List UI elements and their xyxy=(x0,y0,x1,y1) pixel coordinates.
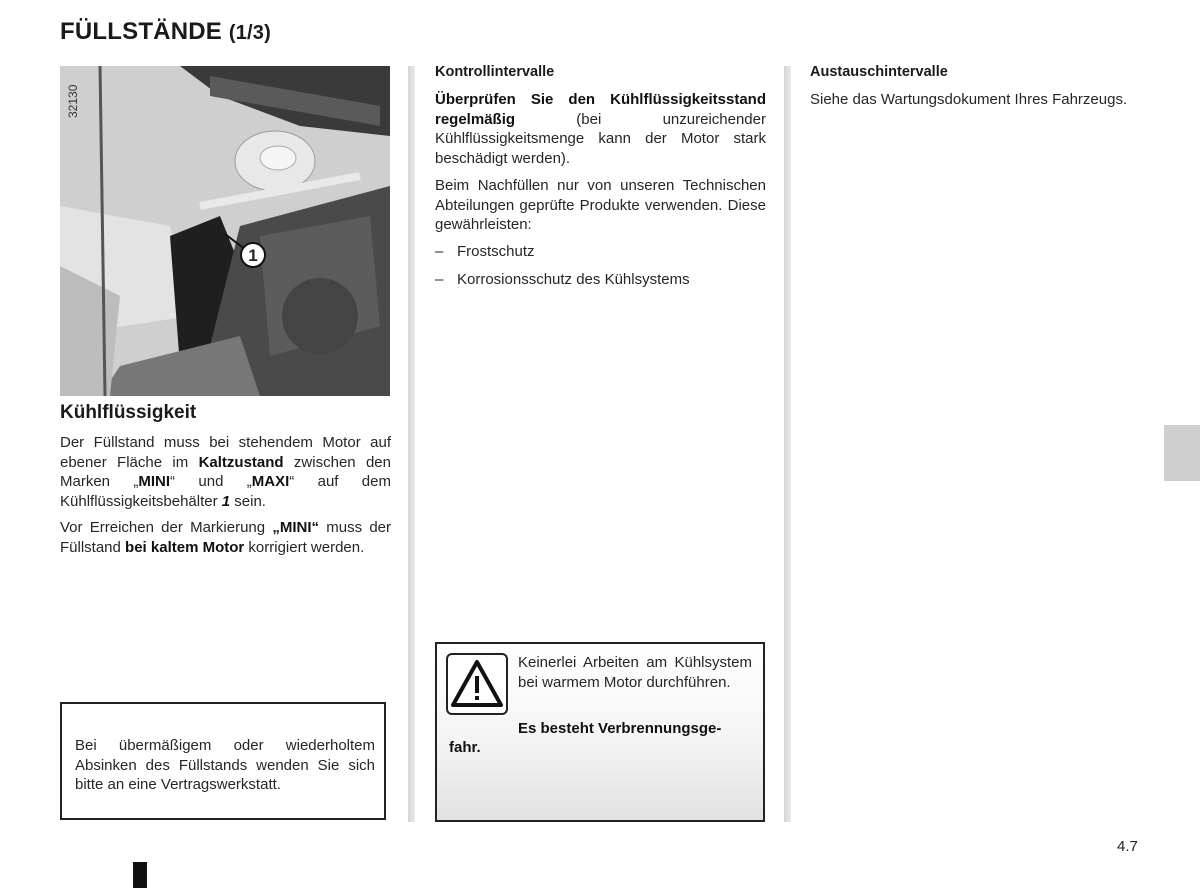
section-heading-coolant: Kühlflüssigkeit xyxy=(60,402,197,423)
page-title xyxy=(60,18,271,46)
list-text: Korrosionsschutz des Kühlsystems xyxy=(457,271,690,288)
page-title-counter: (1/3) xyxy=(228,22,271,44)
warning-triangle-icon xyxy=(448,655,506,713)
callout-marker xyxy=(240,242,266,268)
engine-illustration xyxy=(60,66,390,396)
figure-reference-number: 32130 xyxy=(66,84,80,118)
page-number: 4.7 xyxy=(1117,838,1138,855)
section-heading-replacement-intervals: Austauschintervalle xyxy=(810,64,948,80)
coolant-paragraph-2: Vor Erreichen der Markierung „MINI“ muss der Füllstand bei kaltem Motor korrigiert werden. xyxy=(60,519,391,556)
list-text: Frostschutz xyxy=(457,243,535,260)
list-dash: – xyxy=(435,243,444,260)
warning-icon xyxy=(446,653,508,715)
column-divider-right xyxy=(784,66,791,822)
page-title-text: FÜLLSTÄNDE xyxy=(60,18,222,45)
column-divider-left xyxy=(408,66,415,822)
callout-number: 1 xyxy=(248,246,258,265)
note-box xyxy=(60,702,386,820)
list-item xyxy=(435,270,766,290)
section-tab xyxy=(1164,425,1200,481)
warning-bold-line: Es besteht Verbrennungsge- xyxy=(518,720,722,737)
check-paragraph-2: Beim Nachfüllen nur von unseren Technischen Abteilungen geprüfte Produkte verwenden. Diese gewährleisten: xyxy=(435,177,766,233)
coolant-paragraph-1: Der Füllstand muss bei stehendem Motor auf ebener Fläche im Kaltzustand zwischen den Marken „MINI“ und „MAXI“ auf dem Kühlflüssigkeitsbehälter 1 sein. xyxy=(60,434,391,510)
list-item xyxy=(435,242,766,262)
replacement-paragraph: Siehe das Wartungsdokument Ihres Fahrzeugs. xyxy=(810,91,1128,108)
engine-photo xyxy=(60,66,390,396)
thumb-bar xyxy=(133,862,147,888)
note-text: Bei übermäßigem oder wiederholtem Absinken des Füllstands wenden Sie sich bitte an eine Vertragswerkstatt. xyxy=(75,737,375,793)
section-heading-check-intervals: Kontrollintervalle xyxy=(435,64,555,80)
list-dash: – xyxy=(435,271,444,288)
warning-text: Keinerlei Arbeiten am Kühlsystem bei warmem Motor durchführen. xyxy=(518,654,752,691)
check-paragraph-1: Überprüfen Sie den Kühlflüssigkeitsstand regelmäßig (bei unzureichender Kühlflüssigkeitsmenge kann der Motor stark beschädigt werden). xyxy=(435,91,766,167)
warning-bold-end: fahr. xyxy=(449,739,481,756)
